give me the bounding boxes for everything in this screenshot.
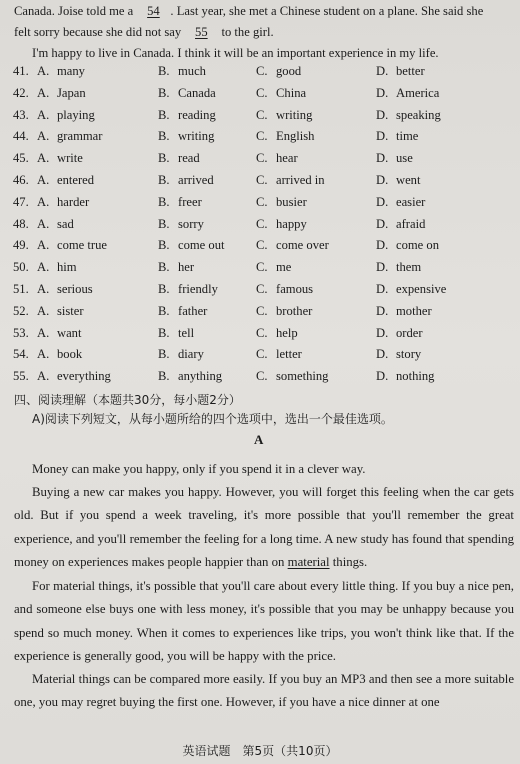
option-text: speaking [396, 107, 441, 122]
option-letter: A. [37, 173, 50, 187]
option-c [256, 151, 298, 166]
section-heading: 四、阅读理解（本题共30分，每小题2分） [14, 393, 241, 407]
question-row [0, 86, 520, 107]
option-letter: C. [256, 282, 268, 296]
option-letter: D. [376, 347, 389, 362]
option-letter: C. [256, 325, 268, 340]
option-letter: D. [376, 173, 389, 187]
blank-55: 55 [195, 25, 208, 39]
option-d [376, 347, 421, 362]
option-letter: A. [37, 347, 50, 362]
option-a [37, 129, 102, 144]
option-text: read [178, 151, 200, 166]
option-letter: B. [158, 260, 170, 275]
option-letter: A. [37, 194, 50, 209]
page-footer: 英语试题 第5页（共10页） [182, 744, 338, 758]
option-text: Canada [178, 85, 216, 100]
option-text: anything [178, 369, 223, 384]
option-text: hear [276, 151, 298, 166]
option-letter: C. [256, 107, 268, 122]
question-row [0, 129, 520, 150]
option-a [37, 304, 84, 319]
question-number: 54. [13, 347, 29, 362]
option-c [256, 195, 307, 210]
option-letter: A. [37, 107, 50, 122]
question-number: 42. [13, 85, 29, 100]
option-text: reading [178, 107, 216, 122]
option-text: father [178, 303, 208, 318]
option-text: everything [57, 369, 111, 384]
option-text: easier [396, 194, 426, 209]
option-letter: B. [158, 151, 170, 166]
option-b [158, 347, 204, 362]
question-number: 45. [13, 151, 29, 166]
option-letter: B. [158, 347, 170, 362]
option-b [158, 129, 214, 144]
question-row [0, 151, 520, 172]
option-letter: B. [158, 216, 170, 231]
intro-line-3: I'm happy to live in Canada. I think it will be an important experience in my life. [32, 46, 439, 60]
question-number: 55. [13, 369, 29, 384]
option-d [376, 238, 439, 253]
option-letter: B. [158, 129, 170, 144]
option-text: expensive [396, 282, 447, 296]
question-number: 52. [13, 303, 29, 318]
option-text: mother [396, 303, 432, 318]
option-text: arrived [178, 173, 214, 187]
option-letter: D. [376, 85, 389, 100]
option-letter: A. [37, 282, 50, 296]
passage-paragraph-3: For material things, it's possible that you'll care about every little thing. If you buy a nice pen, and someone else buys one with less money, it's possible that you may be unhappy because you spend so much money. When it comes to experiences like trips, you won't think like that. If the experience is generally good, you will be happy with the price. [14, 579, 514, 664]
option-d [376, 326, 423, 341]
option-c [256, 369, 328, 384]
option-b [158, 173, 214, 188]
option-letter: B. [158, 303, 170, 318]
option-text: time [396, 129, 419, 144]
option-a [37, 86, 86, 101]
option-letter: D. [376, 325, 389, 340]
section-instruction: A)阅读下列短文，从每小题所给的四个选项中，选出一个最佳选项。 [32, 412, 393, 426]
option-letter: C. [256, 194, 268, 209]
option-letter: C. [256, 216, 268, 231]
option-text: China [276, 85, 307, 100]
question-number: 47. [13, 194, 29, 209]
option-letter: D. [376, 282, 389, 296]
option-c [256, 326, 298, 341]
option-text: English [276, 129, 315, 144]
option-text: nothing [396, 369, 435, 384]
option-c [256, 108, 312, 123]
option-d [376, 282, 446, 297]
option-letter: A. [37, 260, 50, 275]
option-text: use [396, 151, 413, 166]
passage-label: A [254, 432, 264, 447]
option-letter: B. [158, 194, 170, 209]
option-c [256, 282, 313, 297]
option-letter: B. [158, 282, 170, 296]
blank-54: 54 [147, 4, 160, 18]
option-text: order [396, 325, 423, 340]
question-row [0, 260, 520, 281]
question-row [0, 108, 520, 129]
option-letter: B. [158, 238, 170, 253]
option-text: come out [178, 238, 225, 253]
passage-paragraph-2: Buying a new car makes you happy. However, you will forget this feeling when the car gets old. But if you spend a week traveling, it's more possible that you'll remember the great experience, and you'll remember the feeling for a long time. A new study has found that spending money on experiences makes people happier than on material things. [14, 485, 514, 570]
option-letter: A. [37, 216, 50, 231]
option-text: diary [178, 347, 204, 362]
question-number: 44. [13, 129, 29, 144]
option-text: harder [57, 194, 90, 209]
question-number: 49. [13, 238, 29, 253]
option-d [376, 304, 432, 319]
option-b [158, 86, 216, 101]
option-a [37, 108, 95, 123]
question-number: 48. [13, 216, 29, 231]
option-b [158, 238, 225, 253]
option-letter: B. [158, 64, 170, 78]
option-a [37, 326, 81, 341]
option-a [37, 282, 93, 297]
option-text: better [396, 64, 425, 78]
option-text: arrived in [276, 173, 325, 187]
question-number: 50. [13, 260, 29, 275]
option-letter: C. [256, 347, 268, 362]
option-text: want [57, 325, 82, 340]
option-a [37, 195, 89, 210]
option-a [37, 64, 85, 79]
option-text: much [178, 64, 206, 78]
option-c [256, 64, 301, 79]
option-d [376, 64, 425, 79]
question-row [0, 217, 520, 238]
option-b [158, 151, 200, 166]
question-number: 41. [13, 64, 29, 78]
option-d [376, 173, 420, 188]
question-row [0, 195, 520, 216]
option-letter: D. [376, 107, 389, 122]
option-letter: B. [158, 107, 170, 122]
option-text: me [276, 260, 292, 275]
option-letter: D. [376, 369, 389, 384]
option-text: went [396, 173, 421, 187]
question-row [0, 369, 520, 390]
option-c [256, 260, 291, 275]
option-text: story [396, 347, 422, 362]
option-text: come true [57, 238, 107, 253]
option-text: famous [276, 282, 314, 296]
option-letter: D. [376, 129, 389, 144]
option-text: write [57, 151, 83, 166]
option-text: Japan [57, 85, 86, 100]
option-letter: C. [256, 64, 268, 78]
question-row [0, 238, 520, 259]
question-row [0, 282, 520, 303]
option-text: America [396, 85, 440, 100]
option-text: sad [57, 216, 74, 231]
option-text: come on [396, 238, 440, 253]
option-text: sorry [178, 216, 204, 231]
option-letter: B. [158, 369, 170, 384]
option-text: friendly [178, 282, 218, 296]
option-letter: C. [256, 173, 268, 187]
option-text: them [396, 260, 422, 275]
option-text: tell [178, 325, 195, 340]
option-letter: B. [158, 85, 170, 100]
question-number: 46. [13, 173, 29, 187]
intro-line-1: Canada. Joise told me a 54 . Last year, she met a Chinese student on a plane. She said she [14, 4, 484, 18]
option-letter: D. [376, 64, 389, 78]
option-text: happy [276, 216, 307, 231]
option-a [37, 238, 107, 253]
option-text: writing [276, 107, 313, 122]
option-b [158, 64, 206, 79]
option-b [158, 108, 216, 123]
option-text: come over [276, 238, 329, 253]
option-c [256, 86, 306, 101]
option-b [158, 260, 194, 275]
option-text: brother [276, 303, 313, 318]
passage-paragraph-4: Material things can be compared more easily. If you buy an MP3 and then see a more suitable one, you may regret buying the first one. However, if you have a nice dinner at one [14, 672, 514, 710]
option-c [256, 173, 325, 188]
option-d [376, 369, 434, 384]
option-letter: C. [256, 369, 268, 384]
question-number: 53. [13, 325, 29, 340]
question-row [0, 304, 520, 325]
option-a [37, 173, 94, 188]
question-number: 43. [13, 107, 29, 122]
option-text: grammar [57, 129, 103, 144]
option-letter: C. [256, 303, 268, 318]
option-text: letter [276, 347, 302, 362]
option-c [256, 217, 307, 232]
question-row [0, 64, 520, 85]
passage-paragraph-1: Money can make you happy, only if you spend it in a clever way. [32, 462, 366, 476]
option-d [376, 260, 421, 275]
option-text: serious [57, 282, 93, 296]
option-letter: C. [256, 238, 268, 253]
option-d [376, 108, 441, 123]
option-a [37, 217, 74, 232]
option-letter: D. [376, 303, 389, 318]
option-c [256, 238, 329, 253]
option-text: sister [57, 303, 84, 318]
option-letter: C. [256, 85, 268, 100]
option-text: many [57, 64, 85, 78]
option-letter: A. [37, 129, 50, 144]
option-d [376, 195, 425, 210]
option-text: him [57, 260, 77, 275]
option-b [158, 369, 222, 384]
option-text: help [276, 325, 298, 340]
option-letter: A. [37, 151, 50, 166]
option-letter: A. [37, 85, 50, 100]
option-letter: A. [37, 303, 50, 318]
option-text: something [276, 369, 329, 384]
underlined-word: material [287, 555, 330, 570]
option-letter: A. [37, 325, 50, 340]
option-c [256, 347, 302, 362]
option-letter: D. [376, 260, 389, 275]
option-letter: C. [256, 151, 268, 166]
option-letter: C. [256, 260, 268, 275]
option-d [376, 151, 413, 166]
option-d [376, 86, 439, 101]
option-a [37, 151, 83, 166]
option-text: afraid [396, 216, 426, 231]
option-text: freer [178, 194, 202, 209]
option-letter: A. [37, 64, 50, 78]
question-row [0, 173, 520, 194]
question-row [0, 347, 520, 368]
option-b [158, 195, 202, 210]
option-text: her [178, 260, 195, 275]
option-letter: B. [158, 325, 170, 340]
option-b [158, 217, 204, 232]
question-row [0, 326, 520, 347]
question-number: 51. [13, 282, 29, 296]
option-text: entered [57, 173, 95, 187]
option-text: playing [57, 107, 95, 122]
option-a [37, 369, 111, 384]
option-b [158, 326, 194, 341]
option-letter: D. [376, 216, 389, 231]
option-letter: D. [376, 151, 389, 166]
option-d [376, 129, 418, 144]
option-text: writing [178, 129, 215, 144]
option-letter: B. [158, 173, 170, 187]
option-letter: A. [37, 238, 50, 253]
intro-line-2: felt sorry because she did not say 55 to the girl. [14, 25, 274, 39]
option-text: book [57, 347, 83, 362]
option-letter: C. [256, 129, 268, 144]
option-text: busier [276, 194, 307, 209]
option-a [37, 260, 77, 275]
option-text: good [276, 64, 302, 78]
option-b [158, 282, 218, 297]
option-letter: A. [37, 369, 50, 384]
option-c [256, 129, 314, 144]
option-letter: D. [376, 238, 389, 253]
option-a [37, 347, 82, 362]
option-b [158, 304, 207, 319]
option-c [256, 304, 312, 319]
option-letter: D. [376, 194, 389, 209]
option-d [376, 217, 425, 232]
